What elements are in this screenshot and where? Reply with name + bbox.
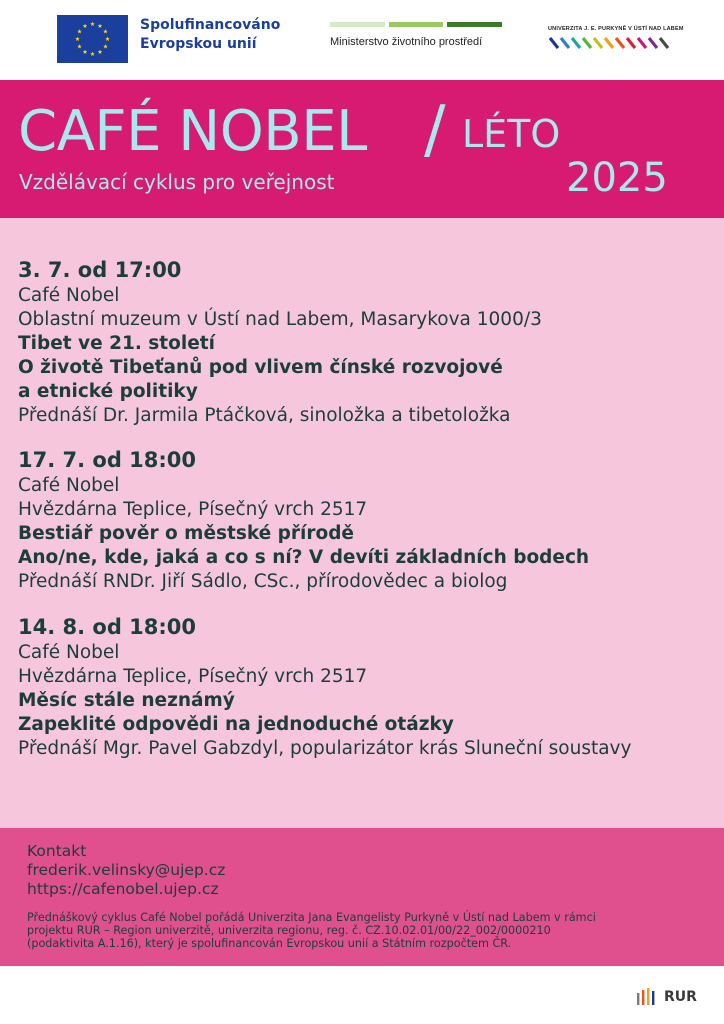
year-label: 2025	[566, 155, 668, 201]
contact-label: Kontakt	[27, 842, 87, 860]
event-talk-subtitle: Zapeklité odpovědi na jednoduché otázky	[18, 714, 454, 735]
event-place: Hvězdárna Teplice, Písečný vrch 2517	[18, 666, 368, 687]
event-talk-subtitle: Ano/ne, kde, jaká a co s ní? V devíti základních bodech	[18, 547, 590, 568]
eu-star-icon	[75, 37, 80, 41]
university-name: UNIVERZITA J. E. PURKYNĚ V ÚSTÍ NAD LABEM	[548, 26, 684, 32]
eu-star-icon	[103, 29, 108, 33]
event-place: Oblastní muzeum v Ústí nad Labem, Masarykova 1000/3	[18, 309, 542, 330]
event-talk-title: Bestiář pověr o městské přírodě	[18, 523, 354, 544]
page-title: CAFÉ NOBEL	[18, 99, 367, 164]
event-talk-title: Tibet ve 21. století	[18, 333, 215, 354]
event-place: Hvězdárna Teplice, Písečný vrch 2517	[18, 499, 368, 520]
rur-wordmark: RUR	[664, 989, 697, 1005]
eu-star-icon	[77, 29, 82, 33]
event-speaker: Přednáší RNDr. Jiří Sádlo, CSc., přírodovědec a biolog	[18, 571, 508, 592]
event-venue: Café Nobel	[18, 642, 120, 663]
logo-bar	[0, 0, 724, 80]
eu-star-icon	[105, 37, 110, 41]
ministry-name: Ministerstvo životního prostředí	[330, 36, 483, 48]
eu-star-icon	[77, 44, 82, 48]
event-talk-title: Měsíc stále neznámý	[18, 690, 235, 711]
eu-star-icon	[90, 22, 95, 26]
contact-email-link[interactable]: frederik.velinsky@ujep.cz	[27, 861, 226, 879]
footnote-line: Přednáškový cyklus Café Nobel pořádá Univerzita Jana Evangelisty Purkyně v Ústí nad Labem v rámci	[27, 911, 596, 924]
eu-star-icon	[103, 44, 108, 48]
eu-cofunding-text	[140, 16, 310, 54]
rur-logo	[636, 986, 697, 1008]
event-1	[18, 257, 708, 428]
ministry-logo	[330, 22, 502, 48]
event-talk-subtitle: O životě Tibeťanů pod vlivem čínské rozvojové	[18, 357, 503, 378]
event-2	[18, 447, 708, 594]
eu-star-icon	[90, 52, 95, 56]
rur-bars-icon	[636, 987, 658, 1007]
footnote-line: projektu RUR – Region univerzitě, univerzita regionu, reg. č. CZ.10.02.01/00/22_002/0000210	[27, 924, 551, 937]
university-logo	[548, 26, 684, 50]
university-stripes-icon	[548, 36, 672, 50]
eu-text-line2: Evropskou unií	[140, 36, 257, 52]
footnote-line: (podaktivita A.1.16), který je spolufinancován Evropskou unií a Státním rozpočtem ČR.	[27, 937, 512, 950]
eu-text-line1: Spolufinancováno	[140, 17, 281, 33]
event-talk-subtitle: a etnické politiky	[18, 381, 198, 402]
eu-flag-icon	[57, 15, 128, 63]
title-slash: /	[424, 93, 446, 167]
eu-star-icon	[83, 50, 88, 54]
eu-star-icon	[98, 24, 103, 28]
event-venue: Café Nobel	[18, 475, 120, 496]
season-label: LÉTO	[462, 112, 561, 156]
event-venue: Café Nobel	[18, 285, 120, 306]
contact-web-link[interactable]: https://cafenobel.ujep.cz	[27, 880, 219, 898]
event-speaker: Přednáší Dr. Jarmila Ptáčková, sinoložka a tibetoložka	[18, 405, 511, 426]
ministry-stripes-icon	[330, 22, 502, 27]
eu-star-icon	[83, 24, 88, 28]
page-subtitle: Vzdělávací cyklus pro veřejnost	[19, 170, 335, 194]
event-date: 17. 7. od 18:00	[18, 448, 197, 472]
funding-footnote	[27, 911, 707, 950]
event-3	[18, 614, 708, 761]
event-speaker: Přednáší Mgr. Pavel Gabzdyl, popularizátor krás Sluneční soustavy	[18, 738, 632, 759]
eu-star-icon	[98, 50, 103, 54]
event-date: 14. 8. od 18:00	[18, 615, 197, 639]
event-date: 3. 7. od 17:00	[18, 258, 182, 282]
